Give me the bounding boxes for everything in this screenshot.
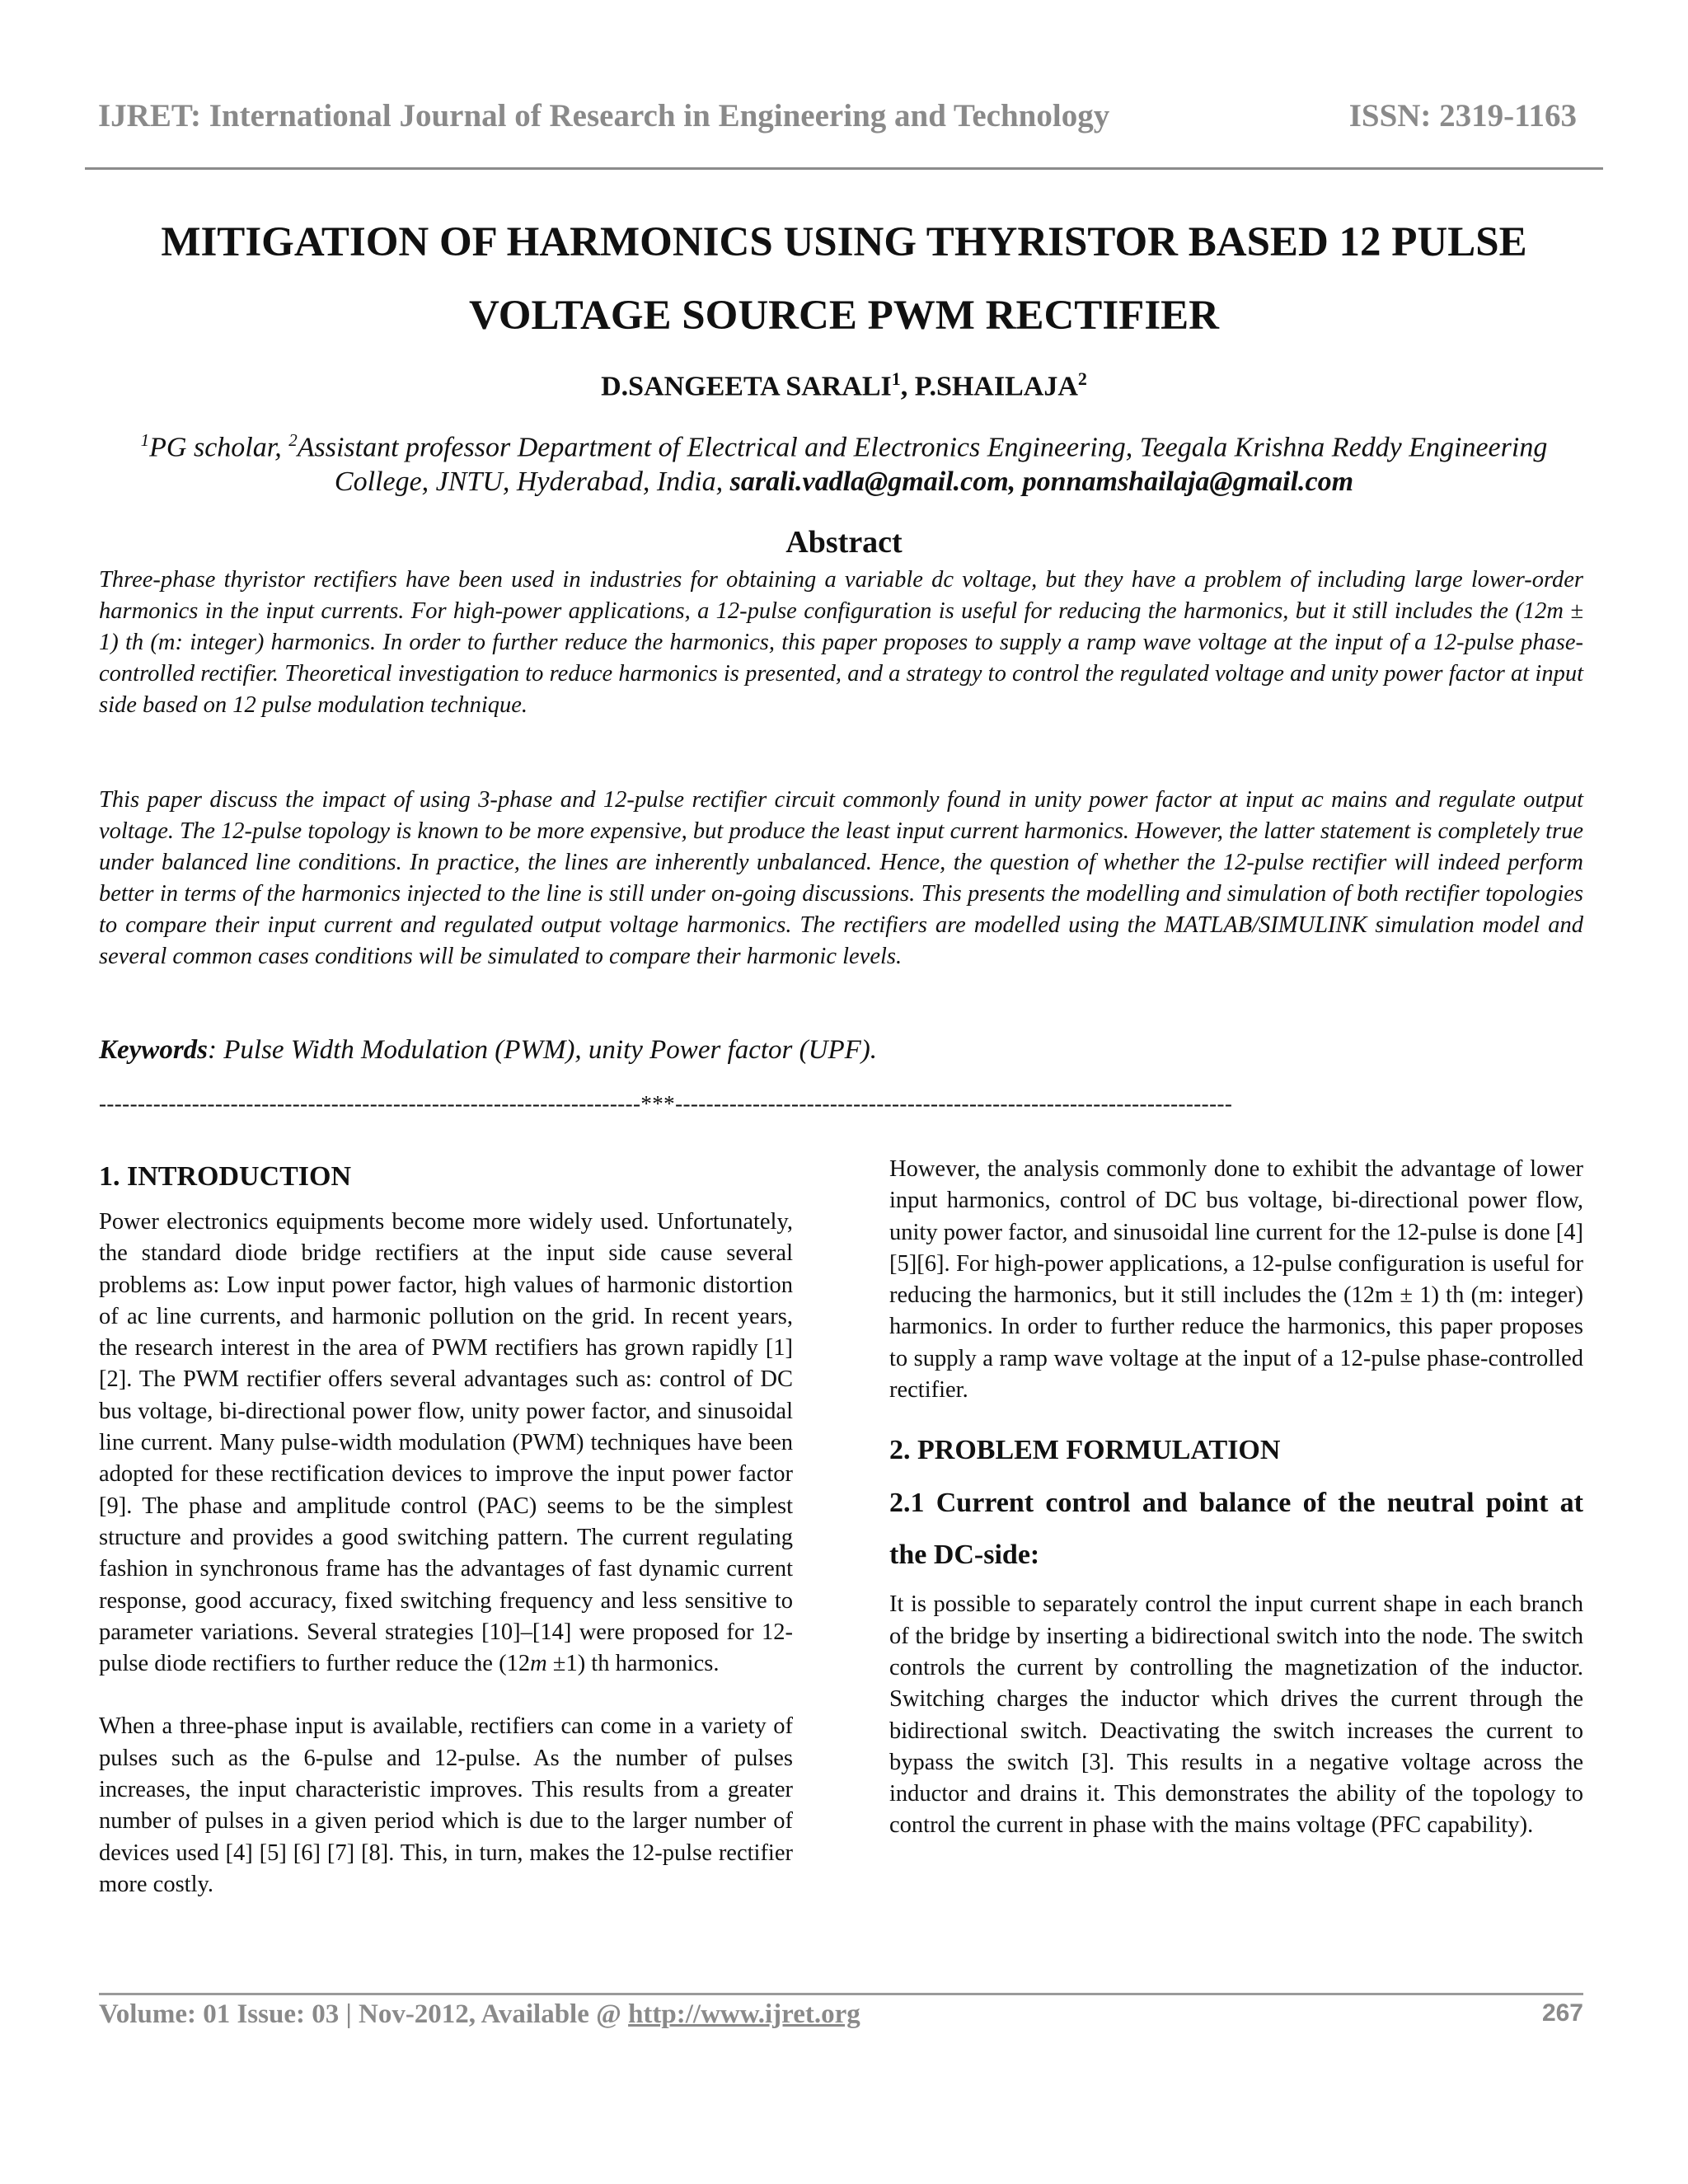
page-number: 267: [1541, 1999, 1583, 2027]
intro-heading: 1. INTRODUCTION: [99, 1161, 352, 1192]
intro-p1-text: Power electronics equipments become more widely used. Unfortunately, the standard diode bridge rectifiers at the input side cause several problems as: Low input power factor, high values of harmonic distortion of ac line currents, and harmonic pollution on the grid. In recent years, the research interest in the area of PWM rectifiers has grown rapidly [1] [2]. The PWM rectifier offers several advantages such as: control of DC bus voltage, bi-directional power flow, unity power factor, and sinusoidal line current. Many pulse-width modulation (PWM) techniques have been adopted for these rectification devices to improve the input power factor [9]. The phase and amplitude control (PAC) seems to be the simplest structure and provides a good switching pattern. The current regulating fashion in synchronous frame has the advantages of fast dynamic current response, good accuracy, fixed switching frequency and less sensitive to parameter variations. Several strategies [10]–[14] were proposed for 12-pulse diode rectifiers to further reduce the (12: [99, 1209, 793, 1677]
keywords-label: Keywords: [99, 1035, 208, 1065]
footer-volume-text: Volume: 01 Issue: 03 | Nov-2012, Available @: [99, 1999, 629, 2029]
footer-rule: [99, 1993, 1583, 1995]
author-2-sup: 2: [1077, 368, 1087, 389]
footer-url-link[interactable]: http://www.ijret.org: [628, 1999, 860, 2029]
abstract-paragraph-1: Three-phase thyristor rectifiers have been used in industries for obtaining a variable dc voltage, but they have a problem of including large lower-order harmonics in the input currents. For high-power applications, a 12-pulse configuration is useful for reducing the harmonics, but it still includes the (12m ± 1) th (m: integer) harmonics. In order to further reduce the harmonics, this paper proposes to supply a ramp wave voltage at the input of a 12-pulse phase-controlled rectifier. Theoretical investigation to reduce harmonics is presented, and a strategy to control the regulated voltage and unity power factor at input side based on 12 pulse modulation technique.: [99, 567, 1583, 718]
affiliation: [99, 423, 1589, 499]
affil-emails[interactable]: sarali.vadla@gmail.com, ponnamshailaja@gmail.com: [729, 466, 1354, 498]
subsection-heading: 2.1 Current control and balance of the neutral point at the DC-side:: [889, 1488, 1583, 1571]
abstract-heading: Abstract: [785, 525, 903, 560]
right-paragraph-1: However, the analysis commonly done to exhibit the advantage of lower input harmonics, control of DC bus voltage, bi-directional power flow, unity power factor, and sinusoidal line current for the 12-pulse is done [4][5][6]. For high-power applications, a 12-pulse configuration is useful for reducing the harmonics, but it still includes the (12m ± 1) th (m: integer) harmonics. In order to further reduce the harmonics, this paper proposes to supply a ramp wave voltage at the input of a 12-pulse phase-controlled rectifier.: [889, 1156, 1583, 1404]
author-2: P.SHAILAJA: [914, 371, 1078, 402]
paper-title: MITIGATION OF HARMONICS USING THYRISTOR BASED 12 PULSE VOLTAGE SOURCE PWM RECTIFIER: [161, 219, 1527, 339]
abstract-paragraph-2: This paper discuss the impact of using 3-phase and 12-pulse rectifier circuit commonly found in unity power factor at input ac mains and regulate output voltage. The 12-pulse topology is known to be more expensive, but produce the least input current harmonics. However, the latter statement is completely true under balanced line conditions. In practice, the lines are inherently unbalanced. Hence, the question of whether the 12-pulse rectifier will indeed perform better in terms of the harmonics injected to the line is still under on-going discussions. This presents the modelling and simulation of both rectifier topologies to compare their input current and regulated output voltage harmonics. The rectifiers are modelled using the MATLAB/SIMULINK simulation model and several common cases conditions will be simulated to compare their harmonic levels.: [99, 787, 1583, 969]
intro-p1-m: m: [530, 1651, 547, 1677]
problem-paragraph-1: It is possible to separately control the input current shape in each branch of the bridge by inserting a bidirectional switch into the node. The switch controls the current by controlling the magnetization of the inductor. Switching charges the inductor which drives the current through the bidirectional switch. Deactivating the switch increases the current to bypass the switch [3]. This results in a negative voltage across the inductor and drains it. This demonstrates the ability of the topology to control the current in phase with the mains voltage (PFC capability).: [889, 1591, 1583, 1839]
affil-sup-2: 2: [288, 430, 298, 450]
header-rule: [85, 167, 1603, 170]
affil-role-1: PG scholar,: [149, 432, 289, 463]
affil-sup-1: 1: [140, 430, 150, 450]
keywords: [99, 1035, 1583, 1066]
section-separator: ----------------------------------------------------------------------***------------------------------------------------------------------------: [99, 1091, 1233, 1116]
keywords-text: : Pulse Width Modulation (PWM), unity Power factor (UPF).: [208, 1035, 878, 1065]
affil-text: Assistant professor Department of Electrical and Electronics Engineering, Teegala Krishna Reddy Engineering College, JNTU, Hyderabad, India,: [297, 432, 1548, 498]
author-1-sup: 1: [891, 368, 901, 389]
problem-heading: 2. PROBLEM FORMULATION: [889, 1435, 1281, 1466]
left-column: [99, 1157, 793, 1900]
footer-volume: [99, 1999, 860, 2030]
issn: ISSN: 2319-1163: [1348, 98, 1577, 134]
journal-name: IJRET: International Journal of Research in Engineering and Technology: [98, 98, 1110, 134]
author-separator: ,: [900, 371, 915, 402]
right-column: [889, 1154, 1583, 1842]
intro-p1-end: ±1) th harmonics.: [546, 1651, 720, 1677]
intro-paragraph-1: [99, 1207, 793, 1680]
author-1: D.SANGEETA SARALI: [601, 371, 892, 402]
authors: [0, 368, 1688, 402]
intro-paragraph-2: When a three-phase input is available, rectifiers can come in a variety of pulses such as the 6-pulse and 12-pulse. As the number of pulses increases, the input characteristic improves. This results from a greater number of pulses in a given period which is due to the larger number of devices used [4] [5] [6] [7] [8]. This, in turn, makes the 12-pulse rectifier more costly.: [99, 1713, 793, 1897]
